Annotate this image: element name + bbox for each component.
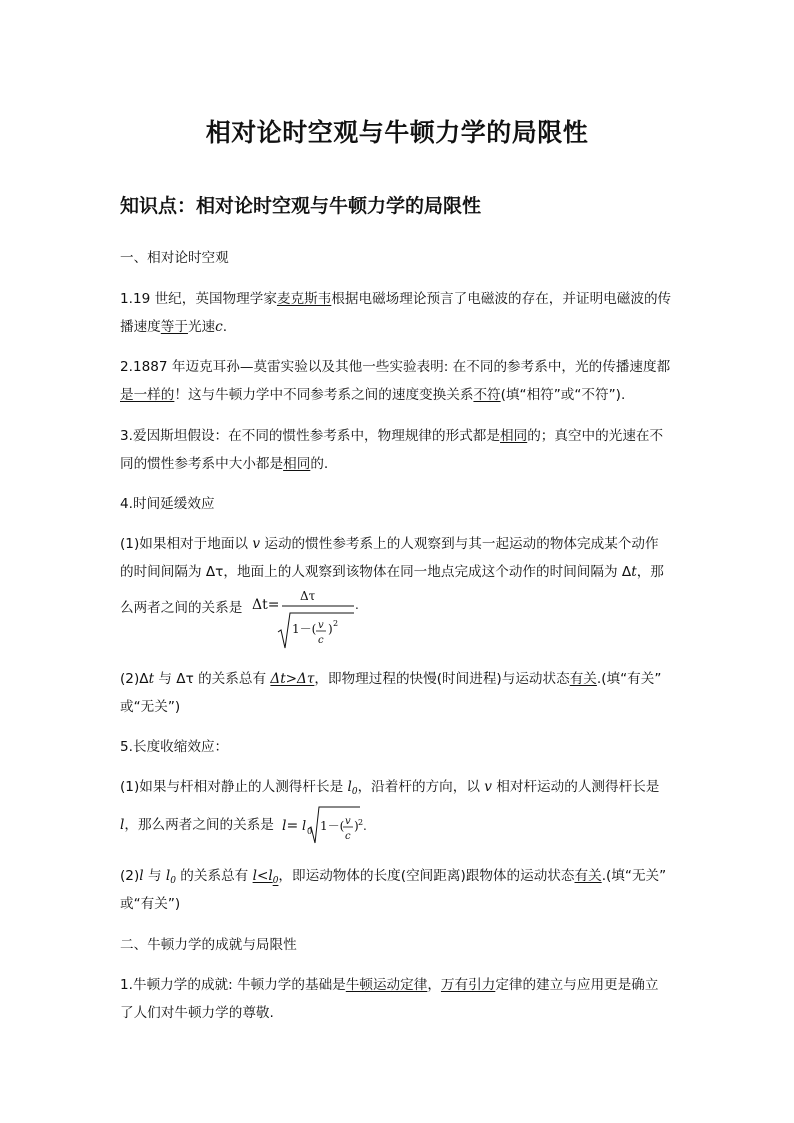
time-dilation-formula: [252, 586, 372, 656]
formula-c: c: [318, 635, 324, 646]
formula-close: ): [328, 622, 333, 636]
length-contraction-line-4: 或“有关”): [120, 896, 181, 912]
formula-lhs: l=: [282, 818, 299, 834]
answer-same-form: 相同: [500, 428, 528, 444]
section2-title: 二、牛顿力学的成就与局限性: [120, 937, 297, 953]
length-contraction-title: 5.长度收缩效应：: [120, 739, 229, 755]
time-dilation-line-3: 么两者之间的关系是: [120, 600, 243, 616]
formula-exponent: 2: [358, 818, 364, 827]
formula-l0-subscript: 0: [307, 827, 313, 836]
paragraph-2-line-2: 是一样的！这与牛顿力学中不同参考系之间的速度变换关系不符(填“相符”或“不符”).: [120, 387, 626, 403]
formula-end: .: [355, 598, 359, 612]
answer-equal: 等于: [160, 319, 188, 335]
paragraph-3-line-1: 3.爱因斯坦假设：在不同的惯性参考系中，物理规律的形式都是相同的；真空中的光速在不: [120, 428, 664, 444]
answer-gravitation: 万有引力: [440, 977, 496, 993]
formula-c: c: [345, 831, 351, 842]
answer-related-1: 有关: [569, 671, 597, 687]
answer-same-speed: 相同: [283, 456, 311, 472]
length-contraction-formula: [282, 803, 372, 853]
formula-end: .: [363, 819, 367, 833]
answer-same: 是一样的: [120, 387, 175, 403]
formula-one-minus: 1－(: [320, 819, 345, 833]
formula-one-minus: 1－(: [292, 622, 317, 636]
formula-l0: l: [302, 819, 307, 834]
section1-title: 一、相对论时空观: [120, 250, 229, 266]
answer-newton-laws: 牛顿运动定律: [345, 977, 428, 993]
page-title: 相对论时空观与牛顿力学的局限性: [205, 118, 589, 147]
section2-paragraph-line-1: 1.牛顿力学的成就: 牛顿力学的基础是牛顿运动定律，万有引力定律的建立与应用更是确立: [120, 977, 659, 993]
time-dilation-line-5: 或“无关”): [120, 699, 181, 715]
time-dilation-line-1: (1)如果相对于地面以 v 运动的惯性参考系上的人观察到与其一起运动的物体完成某个动作: [120, 536, 659, 552]
formula-v: v: [345, 816, 351, 827]
length-contraction-line-1: (1)如果与杆相对静止的人测得杆长是 $l_0$，沿着杆的方向，以 v 相对杆运动的人测得杆长是: [120, 779, 660, 797]
paragraph-1-line-1: 1.19 世纪，英国物理学家麦克斯韦根据电磁场理论预言了电磁波的存在，并证明电磁波的传: [120, 291, 672, 307]
answer-not-match: 不符: [473, 387, 501, 403]
section2-paragraph-line-2: 了人们对牛顿力学的尊敬.: [120, 1005, 274, 1021]
answer-l-less-l0: l<l: [252, 868, 273, 884]
length-contraction-line-3: (2)l 与 $l_0$ 的关系总有 $l<l_0$，即运动物体的长度(空间距离)跟物体的运动状态有关.(填“无关”: [120, 868, 667, 886]
formula-exponent: 2: [333, 619, 339, 628]
paragraph-2-line-1: 2.1887 年迈克耳孙—莫雷实验以及其他一些实验表明: 在不同的参考系中，光的传播速度都: [120, 359, 671, 375]
length-contraction-line-2: l，那么两者之间的关系是: [120, 817, 274, 833]
time-dilation-title: 4.时间延缓效应: [120, 496, 215, 512]
formula-close: ): [354, 819, 359, 833]
formula-lhs: Δt=: [252, 597, 280, 613]
paragraph-1-line-2: 播速度等于光速c.: [120, 319, 228, 335]
paragraph-3-line-2: 同的惯性参考系中大小都是相同的.: [120, 456, 329, 472]
formula-numerator: Δτ: [300, 589, 316, 603]
time-dilation-line-4: (2)Δt 与 Δτ 的关系总有 Δt>Δτ，即物理过程的快慢(时间进程)与运动状态有关.(填“有关”: [120, 671, 662, 687]
answer-delta-t-greater: Δt>Δτ: [270, 671, 315, 687]
answer-maxwell: 麦克斯韦: [276, 291, 332, 307]
answer-related-2: 有关: [574, 868, 602, 884]
section-heading: 知识点：相对论时空观与牛顿力学的局限性: [120, 195, 482, 217]
formula-v: v: [318, 620, 324, 631]
time-dilation-line-2: 的时间间隔为 Δτ，地面上的人观察到该物体在同一地点完成这个动作的时间间隔为 Δt，那: [120, 564, 664, 580]
